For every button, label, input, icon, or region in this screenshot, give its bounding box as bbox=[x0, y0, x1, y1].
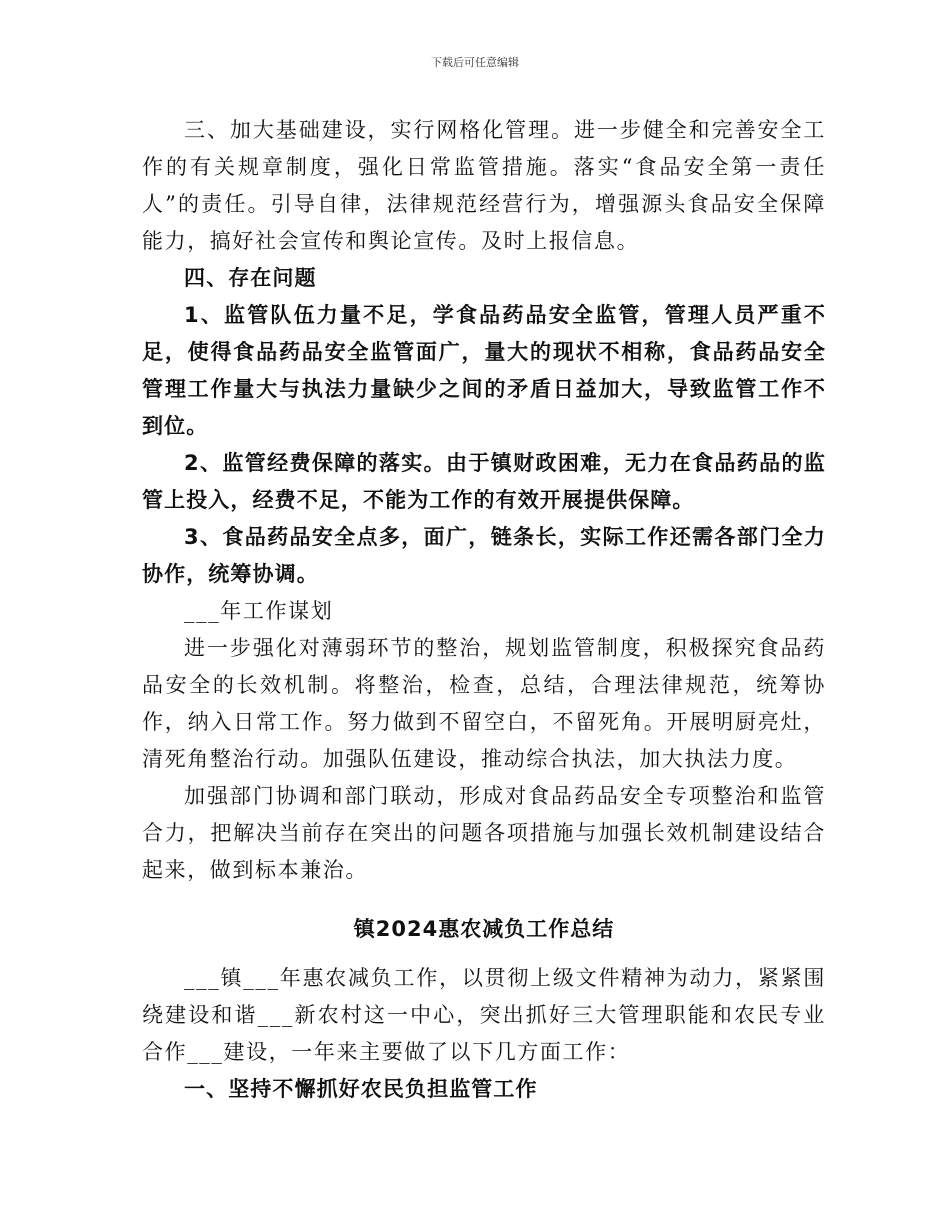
document-body bbox=[142, 112, 826, 1108]
issue-3: 3、食品药品安全点多，面广，链条长，实际工作还需各部门全力协作，统筹协调。 bbox=[142, 525, 826, 586]
plan-heading: ___年工作谋划 bbox=[184, 599, 334, 623]
heading-four: 四、存在问题 bbox=[184, 266, 317, 290]
intro-paragraph: ___镇___年惠农减负工作，以贯彻上级文件精神为动力，紧紧围绕建设和谐___新农村这一中心，突出抓好三大管理职能和农民专业合作___建设，一年来主要做了以下几方面工作： bbox=[142, 966, 826, 1064]
heading-one: 一、坚持不懈抓好农民负担监管工作 bbox=[184, 1077, 538, 1101]
issue-2: 2、监管经费保障的落实。由于镇财政困难，无力在食品药品的监管上投入，经费不足，不能为工作的有效开展提供保障。 bbox=[142, 451, 826, 512]
plan-paragraph-1: 进一步强化对薄弱环节的整治，规划监管制度，积极探究食品药品安全的长效机制。将整治，检查，总结，合理法律规范，统筹协作，纳入日常工作。努力做到不留空白，不留死角。开展明厨亮灶，清死角整治行动。加强队伍建设，推动综合执法，加大执法力度。 bbox=[142, 636, 826, 771]
plan-paragraph-2: 加强部门协调和部门联动，形成对食品药品安全专项整治和监管合力，把解决当前存在突出的问题各项措施与加强长效机制建设结合起来，做到标本兼治。 bbox=[142, 784, 826, 882]
issue-1: 1、监管队伍力量不足，学食品药品安全监管，管理人员严重不足，使得食品药品安全监管面广，量大的现状不相称，食品药品安全管理工作量大与执法力量缺少之间的矛盾日益加大，导致监管工作不到位。 bbox=[142, 303, 826, 438]
paragraph-three: 三、加大基础建设，实行网格化管理。进一步健全和完善安全工作的有关规章制度，强化日常监管措施。落实“食品安全第一责任人”的责任。引导自律，法律规范经营行为，增强源头食品安全保障能力，搞好社会宣传和舆论宣传。及时上报信息。 bbox=[142, 118, 826, 253]
document-title: 镇2024惠农减负工作总结 bbox=[353, 917, 615, 941]
page-header: 下载后可任意编辑 bbox=[431, 56, 519, 69]
